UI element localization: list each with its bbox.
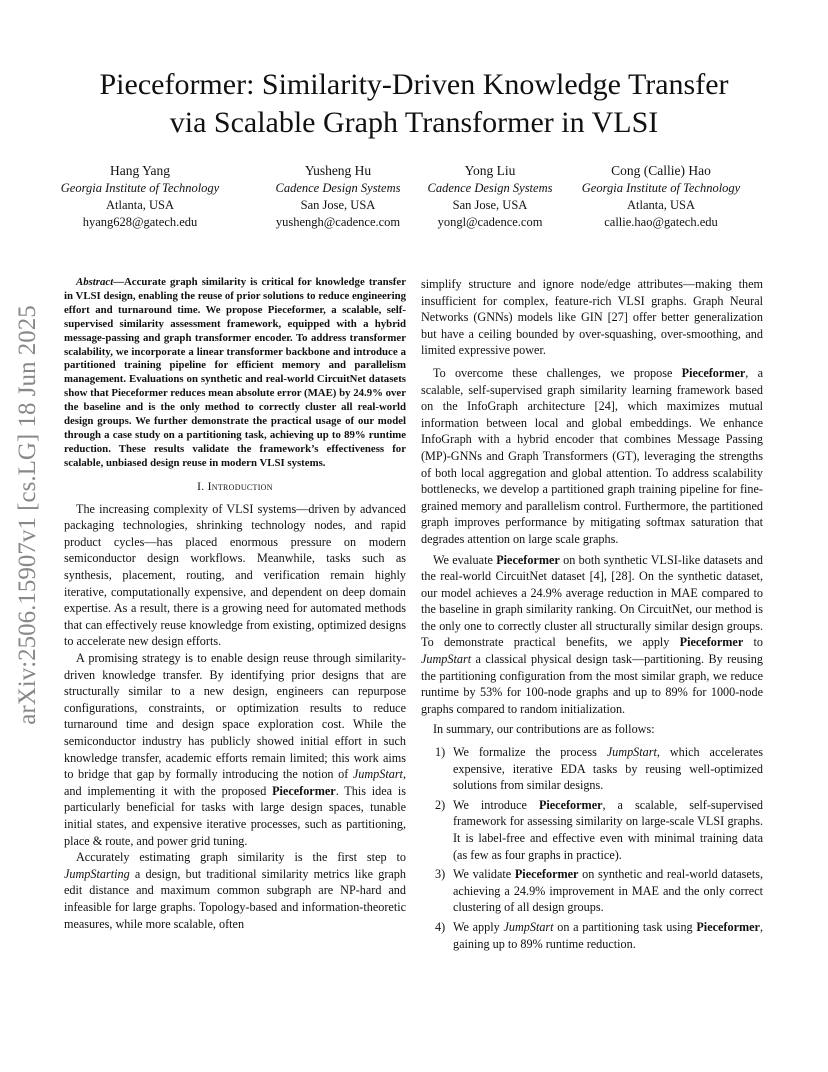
- text-run: We formalize the process: [453, 745, 607, 760]
- list-item: [421, 744, 763, 794]
- author-affiliation: Georgia Institute of Technology: [581, 181, 741, 195]
- list-number: 3): [435, 867, 446, 882]
- text-run: , a scalable, self-supervised framework for assessing similarity on large-scale VLSI graphs. It is label-free and effective even with minimal training data (as few as four graphs in practice).: [453, 797, 764, 862]
- intro-paragraph-3-cont: simplify structure and ignore node/edge attributes—making them insufficient for complex, feature-rich VLSI graphs. Graph Neural Networks (GNNs) models like GIN [27] offer better generalization but have a ceiling bounded by over-squashing, over-smoothing, and limited expressive power.: [421, 277, 763, 358]
- list-item: [421, 797, 763, 863]
- strong-pieceformer: Pieceformer: [681, 365, 746, 380]
- author-1: [40, 162, 240, 231]
- list-item: [421, 866, 763, 916]
- intro-paragraph-1: The increasing complexity of VLSI systems—driven by advanced packaging technologies, shrinking technology nodes, and rapid product cycles—has placed enormous pressure on modern semiconductor design workflows. Meanwhile, tasks such as synthesis, placement, routing, and verification remain highly iterative, computationally expensive, and dependent on deep domain expertise. As a result, there is a growing need for automated methods that can effectively reuse knowledge from existing, optimized designs to accelerate new design efforts.: [64, 501, 406, 649]
- abstract: Abstract—Accurate graph similarity is critical for knowledge transfer in VLSI design, enabling the reuse of prior solutions to reduce engineering effort and turnaround time. We propose Pieceformer, a scalable, self-supervised similarity assessment framework, equipped with a hybrid message-passing and graph transformer encoder. To address transformer scalability, we incorporate a linear transformer backbone and introduce a partitioned training pipeline for efficient memory and parallelism management. Evaluations on synthetic and real-world CircuitNet datasets show that Pieceformer reduces mean absolute error (MAE) by 24.9% over the baseline and is the only method to correctly cluster all real-world design groups. We further demonstrate the practical usage of our model through a case study on a partitioning task, achieving up to 89% runtime reduction. These results validate the framework’s effectiveness for scalable, unbiased design reuse in modern VLSI systems.: [64, 276, 406, 469]
- emphasis-jumpstart: JumpStart: [503, 919, 554, 934]
- intro-paragraph-2: [64, 650, 406, 849]
- author-location: Atlanta, USA: [105, 198, 175, 212]
- strong-pieceformer: Pieceformer: [679, 635, 744, 650]
- text-run: on both synthetic VLSI-like datasets and the real-world CircuitNet dataset [4], [28]. On the synthetic dataset, our model achieves a 24.9% average reduction in MAE compared to the baseline in graph similarity ranking. On CircuitNet, our method is the only one to correctly cluster all structurally similar design groups. To demonstrate practical benefits, we apply: [421, 552, 763, 650]
- text-run: We validate: [453, 867, 515, 882]
- right-column: [421, 276, 763, 955]
- author-name: Yusheng Hu: [304, 163, 372, 178]
- author-email: yushengh@cadence.com: [275, 215, 401, 229]
- emphasis-jumpstart: JumpStart: [606, 745, 657, 760]
- strong-pieceformer: Pieceformer: [272, 783, 336, 798]
- text-run: a classical physical design task—partitioning. By reusing the partitioning configuration from the most similar graph, we reduce runtime by 53% for 100-node graphs and up to 89% for 1000-node graphs compared to random initialization.: [421, 652, 763, 716]
- title-line-2: via Scalable Graph Transformer in VLSI: [169, 106, 659, 139]
- strong-pieceformer: Pieceformer: [538, 797, 603, 812]
- author-location: San Jose, USA: [300, 198, 376, 212]
- text-run: on synthetic and real-world datasets, achieving a 24.9% improvement in MAE and the only correct clustering of all design groups.: [453, 867, 763, 915]
- author-email: hyang628@gatech.edu: [82, 215, 198, 229]
- text-run: on a partitioning task using: [553, 919, 697, 934]
- emphasis-jumpstart: JumpStart: [421, 652, 472, 667]
- strong-pieceformer: Pieceformer: [696, 919, 760, 934]
- text-run: Accurately estimating graph similarity is the first step to: [76, 850, 406, 865]
- abstract-text: Accurate graph similarity is critical for knowledge transfer in VLSI design, enabling the reuse of prior solutions to reduce engineering effort and turnaround time. We propose Pieceformer, a scalable, self-supervised similarity assessment framework, equipped with a hybrid message-passing and graph transformer encoder. To address transformer scalability, we incorporate a linear transformer backbone and introduce a partitioned training pipeline for efficient memory and parallelism management. Evaluations on synthetic and real-world CircuitNet datasets show that Pieceformer reduces mean absolute error (MAE) by 24.9% over the baseline and is the only method to correctly cluster all real-world design groups. We further demonstrate the practical usage of our model through a case study on a partitioning task, achieving up to 89% runtime reduction. These results validate the framework’s effectiveness for scalable, unbiased design reuse in modern VLSI systems.: [64, 276, 406, 469]
- left-column: [64, 276, 406, 932]
- text-run: , and implementing it with the proposed: [64, 767, 406, 798]
- section-heading: I. Introduction: [197, 480, 273, 493]
- arxiv-identifier: arXiv:2506.15907v1 [cs.LG] 18 Jun 2025: [14, 305, 41, 725]
- text-run: to: [743, 635, 763, 650]
- text-run: , which accelerates expensive, iterative EDA tasks by reusing well-optimized solutions from similar designs.: [453, 745, 763, 793]
- text-run: We introduce: [453, 797, 539, 812]
- abstract-label: Abstract: [76, 276, 114, 288]
- intro-paragraph-5: [421, 552, 763, 718]
- author-name: Hang Yang: [109, 163, 170, 178]
- text-run: A promising strategy is to enable design reuse through similarity-driven knowledge transfer. By identifying prior designs that are structurally similar to a new design, engineers can repurpose configurations, constraints, or optimization results to reduce turnaround time and design space exploration cost. While the semiconductor industry has publicly showed initial effort in such knowledge transfer, academic efforts remain limited; this work aims to bridge that gap by formally introducing the notion of: [64, 651, 406, 782]
- emphasis-jumpstart: JumpStart: [352, 767, 403, 782]
- author-location: San Jose, USA: [452, 198, 528, 212]
- title-line-1: Pieceformer: Similarity-Driven Knowledge Transfer: [99, 68, 729, 101]
- text-run: , gaining up to 89% runtime reduction.: [453, 919, 763, 951]
- author-affiliation: Cadence Design Systems: [427, 181, 553, 195]
- intro-paragraph-6: In summary, our contributions are as follows:: [433, 722, 655, 737]
- author-location: Atlanta, USA: [626, 198, 696, 212]
- contributions-list: [421, 744, 763, 952]
- paper-title: [40, 66, 788, 142]
- author-affiliation: Cadence Design Systems: [275, 181, 401, 195]
- intro-paragraph-3: [64, 849, 406, 932]
- author-email: yongl@cadence.com: [437, 215, 543, 229]
- author-name: Yong Liu: [464, 163, 516, 178]
- strong-pieceformer: Pieceformer: [514, 867, 579, 882]
- text-run: We apply: [453, 919, 504, 934]
- author-name: Cong (Callie) Hao: [611, 163, 711, 178]
- list-number: 1): [435, 745, 446, 760]
- emphasis-jumpstarting: JumpStarting: [64, 866, 130, 881]
- text-run: . This idea is particularly beneficial for tasks with large design spaces, tunable initial states, and expensive iterative processes, such as partitioning, place & route, and power grid tuning.: [64, 783, 406, 848]
- list-number: 2): [435, 797, 446, 812]
- intro-paragraph-4: [421, 365, 763, 548]
- author-email: callie.hao@gatech.edu: [604, 215, 718, 229]
- text-run: We evaluate: [433, 552, 497, 567]
- author-3: [390, 162, 590, 231]
- text-run: , a scalable, self-supervised graph similarity learning framework based on the InfoGraph architecture [24], which maximizes mutual information between local and global embeddings. We enhance InfoGraph with a hybrid encoder that combines Message Passing (MP)-GNNs and Graph Transformers (GT), leveraging the strengths of both local aggregation and global attention. To address scalability bottlenecks, we develop a partitioned graph training pipeline for fine-grained memory and parallelism control. Furthermore, the partitioned graph improves performance by mitigating softmax saturation that degrades attention on large scale graphs.: [421, 365, 763, 546]
- author-affiliation: Georgia Institute of Technology: [60, 181, 220, 195]
- author-4: [561, 162, 761, 231]
- text-run: a design, but traditional similarity metrics like graph edit distance and maximum common subgraph are NP-hard and infeasible for large graphs. Topology-based and information-theoretic measures, while more scalable, often: [64, 866, 406, 931]
- strong-pieceformer: Pieceformer: [496, 552, 560, 567]
- list-number: 4): [435, 919, 446, 934]
- list-item: [421, 919, 763, 952]
- text-run: To overcome these challenges, we propose: [433, 365, 682, 380]
